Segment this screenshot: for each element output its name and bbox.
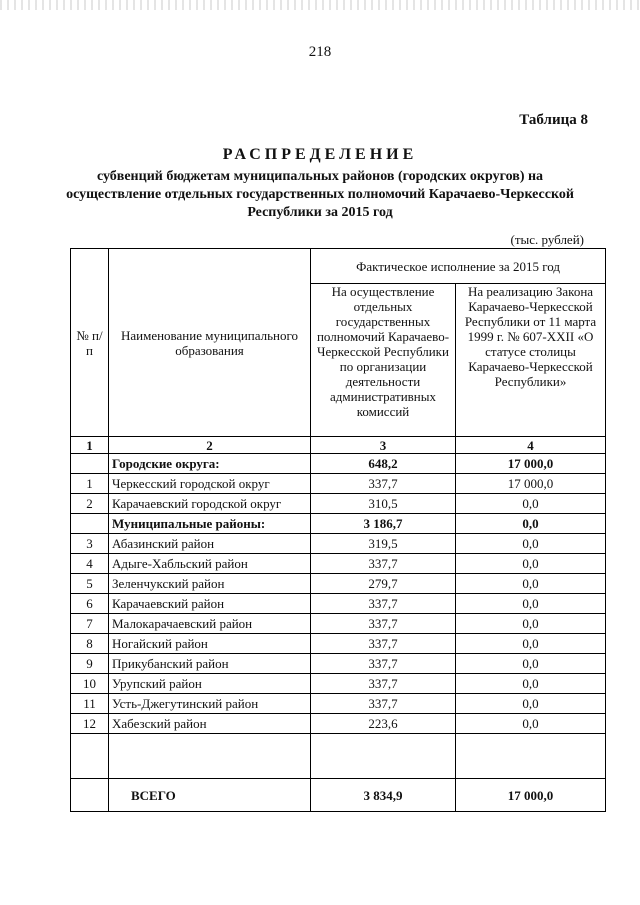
row-number: 8 — [71, 634, 109, 654]
document-subtitle: субвенций бюджетам муниципальных районов (городских округов) на осуществление отдельных государственных полномочий Карачаево-Черкесской Республики за 2015 год — [66, 169, 574, 220]
row-name: Черкесский городской округ — [109, 474, 311, 494]
column-numbers-row — [71, 437, 606, 454]
row-col3-value: 337,7 — [311, 654, 456, 674]
row-number: 5 — [71, 574, 109, 594]
row-name: Абазинский район — [109, 534, 311, 554]
table-row — [71, 614, 606, 634]
table-row — [71, 494, 606, 514]
total-num — [71, 779, 109, 812]
group-num — [71, 454, 109, 474]
table-row — [71, 694, 606, 714]
row-number: 6 — [71, 594, 109, 614]
group-c3: 3 186,7 — [311, 514, 456, 534]
row-col3-value: 337,7 — [311, 674, 456, 694]
empty-cell — [311, 734, 456, 779]
row-col3-value: 319,5 — [311, 534, 456, 554]
row-col3-value: 337,7 — [311, 554, 456, 574]
group-c4: 17 000,0 — [456, 454, 606, 474]
row-name: Карачаевский городской округ — [109, 494, 311, 514]
row-number: 11 — [71, 694, 109, 714]
row-number: 2 — [71, 494, 109, 514]
row-col4-value: 0,0 — [456, 654, 606, 674]
table-row — [71, 554, 606, 574]
row-col3-value: 223,6 — [311, 714, 456, 734]
total-c3: 3 834,9 — [311, 779, 456, 812]
empty-cell — [71, 734, 109, 779]
empty-row — [71, 734, 606, 779]
col-number: 3 — [311, 437, 456, 454]
row-number: 7 — [71, 614, 109, 634]
row-col3-value: 337,7 — [311, 474, 456, 494]
row-name: Адыге-Хабльский район — [109, 554, 311, 574]
header-col4: На реализацию Закона Карачаево-Черкесской Республики от 11 марта 1999 г. № 607-XXII «О статусе столицы Карачаево-Черкесской Республики» — [456, 284, 606, 437]
row-name: Хабезский район — [109, 714, 311, 734]
row-number: 3 — [71, 534, 109, 554]
row-number: 10 — [71, 674, 109, 694]
row-col4-value: 0,0 — [456, 614, 606, 634]
group-name: Муниципальные районы: — [109, 514, 311, 534]
table-row — [71, 474, 606, 494]
group-name: Городские округа: — [109, 454, 311, 474]
total-c4: 17 000,0 — [456, 779, 606, 812]
title-block — [60, 146, 580, 222]
group-c4: 0,0 — [456, 514, 606, 534]
empty-cell — [109, 734, 311, 779]
table-row — [71, 674, 606, 694]
table-row — [71, 634, 606, 654]
row-number: 4 — [71, 554, 109, 574]
row-name: Ногайский район — [109, 634, 311, 654]
row-name: Усть-Джегутинский район — [109, 694, 311, 714]
page-number: 218 — [308, 44, 332, 60]
row-col3-value: 279,7 — [311, 574, 456, 594]
table-label: Таблица 8 — [519, 112, 588, 128]
header-col3: На осуществление отдельных государственных полномочий Карачаево-Черкесской Республики по организации деятельности административных комиссий — [311, 284, 456, 437]
row-col4-value: 0,0 — [456, 674, 606, 694]
group-c3: 648,2 — [311, 454, 456, 474]
subvention-table — [70, 248, 606, 812]
row-col3-value: 310,5 — [311, 494, 456, 514]
row-number: 1 — [71, 474, 109, 494]
row-col3-value: 337,7 — [311, 614, 456, 634]
row-col4-value: 0,0 — [456, 554, 606, 574]
group-num — [71, 514, 109, 534]
row-col4-value: 0,0 — [456, 534, 606, 554]
row-col3-value: 337,7 — [311, 594, 456, 614]
row-col4-value: 0,0 — [456, 694, 606, 714]
group-row-districts — [71, 514, 606, 534]
table-row — [71, 574, 606, 594]
table-row — [71, 534, 606, 554]
row-name: Прикубанский район — [109, 654, 311, 674]
col-number: 2 — [109, 437, 311, 454]
header-name: Наименование муниципального образования — [109, 249, 311, 437]
table-row — [71, 714, 606, 734]
col-number: 4 — [456, 437, 606, 454]
header-num: № п/п — [71, 249, 109, 437]
row-col4-value: 0,0 — [456, 594, 606, 614]
row-number: 12 — [71, 714, 109, 734]
unit-label: (тыс. рублей) — [510, 232, 584, 247]
group-row-urban — [71, 454, 606, 474]
header-row-1 — [71, 249, 606, 284]
scan-artifact — [0, 0, 640, 10]
row-col4-value: 0,0 — [456, 714, 606, 734]
row-col4-value: 17 000,0 — [456, 474, 606, 494]
row-number: 9 — [71, 654, 109, 674]
row-col3-value: 337,7 — [311, 694, 456, 714]
table-row — [71, 654, 606, 674]
row-name: Карачаевский район — [109, 594, 311, 614]
total-label: ВСЕГО — [109, 779, 311, 812]
row-name: Урупский район — [109, 674, 311, 694]
col-number: 1 — [71, 437, 109, 454]
header-actual: Фактическое исполнение за 2015 год — [311, 249, 606, 284]
empty-cell — [456, 734, 606, 779]
document-title: РАСПРЕДЕЛЕНИЕ — [222, 146, 418, 163]
row-name: Зеленчукский район — [109, 574, 311, 594]
row-col4-value: 0,0 — [456, 494, 606, 514]
total-row — [71, 779, 606, 812]
row-col4-value: 0,0 — [456, 574, 606, 594]
table-row — [71, 594, 606, 614]
row-col3-value: 337,7 — [311, 634, 456, 654]
row-name: Малокарачаевский район — [109, 614, 311, 634]
row-col4-value: 0,0 — [456, 634, 606, 654]
